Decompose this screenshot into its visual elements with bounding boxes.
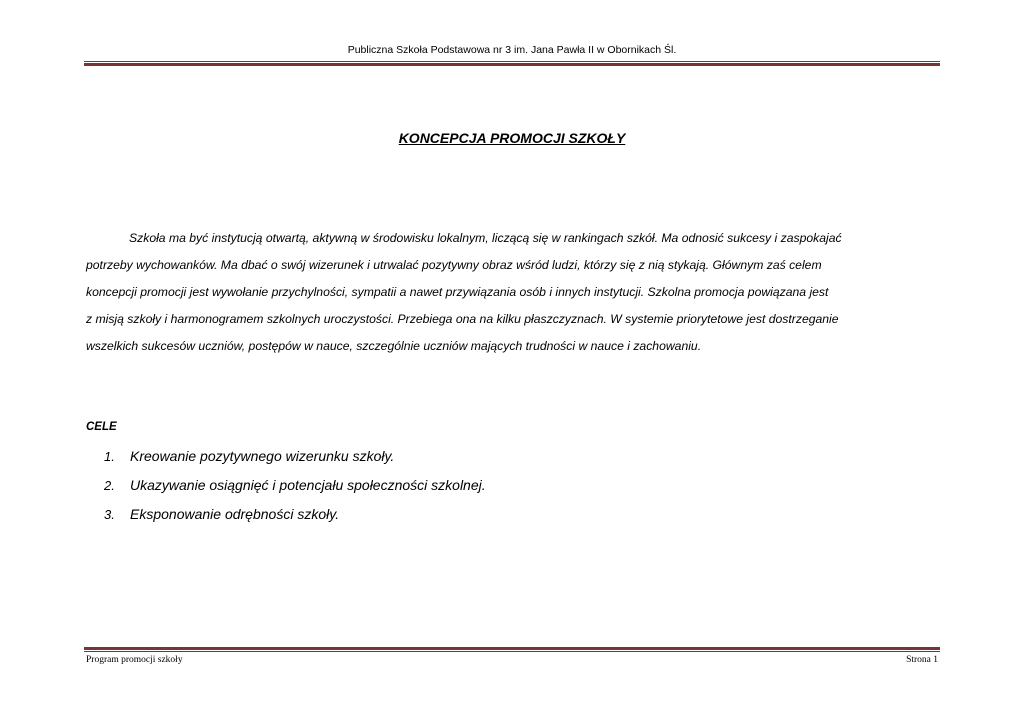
goal-text: Kreowanie pozytywnego wizerunku szkoły. [130,448,395,464]
goal-number: 1. [104,449,115,464]
paragraph-line: Szkoła ma być instytucją otwartą, aktywną w środowisku lokalnym, liczącą się w rankingach szkół. Ma odnosić sukcesy i zaspokajać [129,231,842,245]
footer-page-number: Strona 1 [906,655,938,665]
footer-document-name: Program promocji szkoły [86,655,183,665]
header-rule-thick [84,63,940,66]
goal-number: 3. [104,507,115,522]
goals-list [104,444,486,531]
paragraph-line: potrzeby wychowanków. Ma dbać o swój wizerunek i utrwalać pozytywny obraz wśród ludzi, którzy się z nią stykają. Głównym zaś celem [86,258,822,272]
goals-heading: CELE [86,421,117,433]
paragraph-line: z misją szkoły i harmonogramem szkolnych uroczystości. Przebiega ona na kilku płaszczyznach. W systemie priorytetowe jest dostrzeganie [86,312,839,326]
list-item [104,502,486,531]
document-title: KONCEPCJA PROMOCJI SZKOŁY [398,130,626,146]
goal-text: Eksponowanie odrębności szkoły. [130,506,340,522]
paragraph-line: koncepcji promocji jest wywołanie przychylności, sympatii a nawet przywiązania osób i innych instytucji. Szkolna promocja powiązana jest [86,285,829,299]
paragraph-line: wszelkich sukcesów uczniów, postępów w nauce, szczególnie uczniów mających trudności w nauce i zachowaniu. [86,339,702,353]
list-item [104,473,486,502]
footer-rule-thick [84,647,940,650]
header-rule-thin [84,61,940,62]
goal-number: 2. [104,478,115,493]
footer-rule-thin [84,651,940,652]
goal-text: Ukazywanie osiągnięć i potencjału społeczności szkolnej. [130,477,486,493]
header-school-name: Publiczna Szkoła Podstawowa nr 3 im. Jana Pawła II w Obornikach Śl. [347,44,677,56]
intro-paragraph [86,225,922,360]
list-item [104,444,486,473]
